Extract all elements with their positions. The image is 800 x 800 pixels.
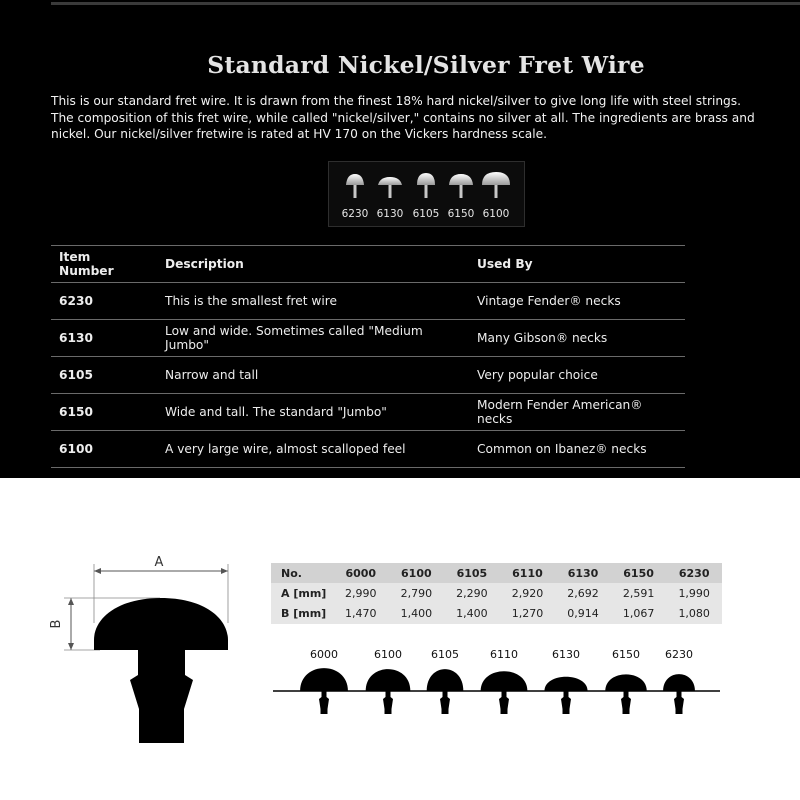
dimension-cell: 1,067 [622,607,655,621]
description-cell: A very large wire, almost scalloped feel [165,442,406,456]
fret-profile-icon [376,172,404,200]
dimension-header-label: No. [281,566,302,580]
table-row [51,320,685,357]
dimension-col-header: 6000 [345,566,377,580]
dimension-cell: 2,990 [345,586,377,600]
fret-profile-label: 6100 [374,648,402,661]
thumbnail-item [479,172,513,218]
dimension-cell: 2,790 [400,586,433,600]
table-header-row [51,246,685,283]
dimension-col-header: 6230 [678,566,710,580]
description-cell: Low and wide. Sometimes called "Medium Jumbo" [165,324,423,352]
dimension-cell: 2,591 [622,586,655,600]
thumbnail-item [409,172,443,218]
dimension-table [271,563,722,624]
item-number-cell: 6100 [59,442,93,456]
thumbnail-item [444,172,478,218]
dimension-cell: 1,470 [345,607,377,621]
page-title: Standard Nickel/Silver Fret Wire [207,51,645,79]
thumbnail-label: 6230 [341,208,369,220]
item-number-cell: 6230 [59,294,93,308]
dimension-cell: 1,990 [678,586,710,600]
fret-profile-tang [440,691,450,714]
table-row [51,394,685,431]
dimension-a-label: A [154,555,164,570]
dimension-cell: 2,692 [567,586,599,600]
fret-profile-label: 6130 [552,648,580,661]
fret-profile-label: 6230 [665,648,693,661]
dimension-header-row [271,563,722,583]
fret-profile-tang [561,691,571,714]
dimension-col-header: 6110 [512,566,543,580]
item-number-cell: 6150 [59,405,93,419]
used-by-cell: Modern Fender American® necks [477,398,643,426]
thumbnail-item [373,172,407,218]
fret-profile-tang [621,691,631,714]
fret-profile-label: 6000 [310,648,338,661]
description-cell: Narrow and tall [165,368,259,382]
dimension-cell: 2,290 [456,586,488,600]
fret-wire-table [51,245,685,468]
dimension-row-label: B [mm] [281,607,327,621]
dimension-col-header: 6130 [567,566,599,580]
fret-profile-crown [544,677,587,691]
item-number-cell: 6130 [59,331,93,345]
dimension-cell: 0,914 [567,607,599,621]
table-row [51,357,685,394]
dimension-b-label: B [49,619,64,629]
fret-profile-icon [344,172,366,200]
dimension-cell: 1,080 [678,607,710,621]
dimension-cell: 1,400 [456,607,488,621]
thumbnail-item [338,172,372,218]
fret-profile-crown [481,671,528,691]
dimension-row-a [271,583,722,604]
fret-profile-tang [499,691,509,714]
fret-profile-crown [366,669,411,691]
fret-profile-crown [300,668,348,691]
fret-profile-label: 6150 [612,648,640,661]
thumbnail-label: 6150 [447,208,475,220]
dimension-col-header: 6105 [456,566,488,580]
col-header-item-number: Item Number [59,250,114,278]
fret-thumbnail-image [328,161,525,227]
fret-cross-section [94,598,228,743]
dimension-cell: 1,270 [511,607,544,621]
used-by-cell: Common on Ibanez® necks [477,442,647,456]
fret-profile-crown [427,669,464,691]
table-row [51,431,685,468]
fret-profile-icon [447,172,475,200]
thumbnail-label: 6130 [376,208,404,220]
used-by-cell: Very popular choice [477,368,598,382]
fret-profile-icon [481,172,511,200]
description-cell: Wide and tall. The standard "Jumbo" [165,405,387,419]
table-row [51,283,685,320]
dimension-cell: 2,920 [511,586,544,600]
fret-profiles [300,648,695,714]
col-header-description: Description [165,257,244,271]
top-divider [51,2,800,5]
fret-profile-tang [383,691,393,714]
col-header-used-by: Used By [477,257,533,271]
used-by-cell: Many Gibson® necks [477,331,608,345]
fret-profile-label: 6105 [431,648,459,661]
fret-profile-crown [605,674,646,691]
thumbnail-label: 6100 [482,208,510,220]
description-cell: This is the smallest fret wire [165,294,338,308]
dimension-cell: 1,400 [400,607,433,621]
dimension-col-header: 6150 [623,566,654,580]
dimension-row-b [271,604,722,625]
dimension-col-header: 6100 [401,566,432,580]
item-number-cell: 6105 [59,368,93,382]
fret-profile-tang [319,691,329,714]
fret-profile-icon [415,172,437,200]
dimension-row-label: A [mm] [281,586,327,600]
fret-profile-tang [674,691,684,714]
thumbnail-label: 6105 [412,208,440,220]
fret-diagram [0,478,800,800]
used-by-cell: Vintage Fender® necks [477,294,621,308]
fret-profile-label: 6110 [490,648,518,661]
intro-paragraph: This is our standard fret wire. It is drawn from the finest 18% hard nickel/silver to give long life with steel strings. The composition of this fret wire, while called "nickel/silver," contains no silver at all. The ingredients are brass and nickel. Our nickel/silver fretwire is rated at HV 170 on the Vickers hardness scale. [51,94,755,141]
fret-profile-crown [663,674,695,691]
